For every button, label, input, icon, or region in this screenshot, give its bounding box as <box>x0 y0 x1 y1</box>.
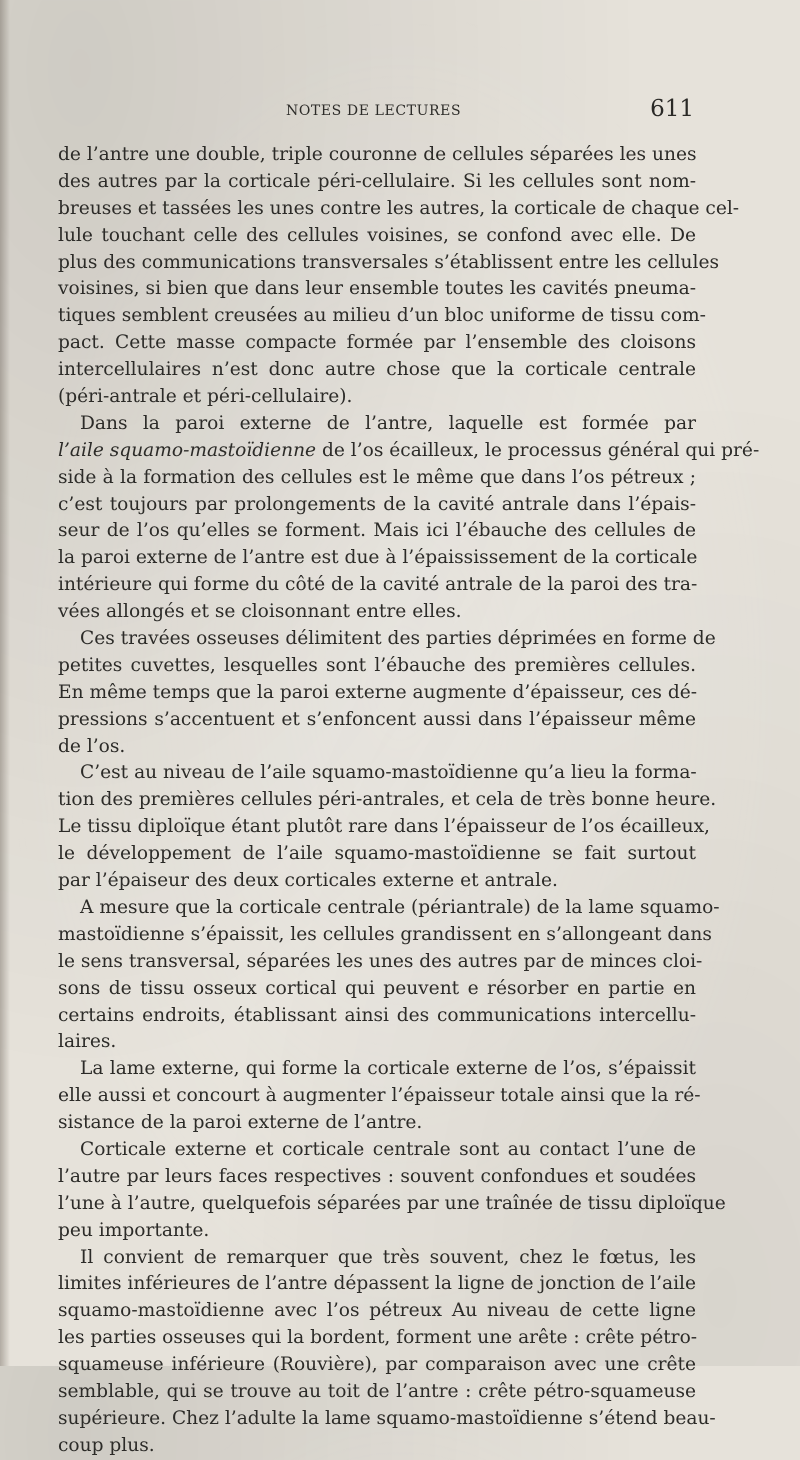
text-line: laires. <box>58 1031 117 1053</box>
text-line: limites inférieures de l’antre dépassent la ligne de jonction de l’aile <box>58 1273 696 1295</box>
text-line: A mesure que la corticale centrale (périantrale) de la lame squamo- <box>80 896 720 918</box>
page-number: 611 <box>650 96 694 122</box>
text-line: de l’antre une double, triple couronne de cellules séparées les unes <box>58 144 697 165</box>
text-line: semblable, qui se trouve au toit de l’antre : crête pétro-squameuse <box>58 1380 696 1402</box>
text-line: petites cuvettes, lesquelles sont l’ébauche des premières cellules. <box>58 654 696 676</box>
text-line: l’une à l’autre, quelquefois séparées par une traînée de tissu diploïque <box>58 1192 726 1214</box>
text-line: Le tissu diploïque étant plutôt rare dans l’épaisseur de l’os écailleux, <box>58 816 710 838</box>
text-line: sons de tissu osseux cortical qui peuvent e résorber en partie en <box>58 977 696 999</box>
text-line: La lame externe, qui forme la corticale externe de l’os, s’épaissit <box>80 1058 696 1080</box>
text-line: Corticale externe et corticale centrale sont au contact l’une de <box>80 1138 696 1160</box>
text-line: coup plus. <box>58 1434 155 1456</box>
text-line: C’est au niveau de l’aile squamo-mastoïdienne qu’a lieu la forma- <box>80 762 697 784</box>
text-line: par l’épaiseur des deux corticales externe et antrale. <box>58 870 558 892</box>
text-line: mastoïdienne s’épaissit, les cellules grandissent en s’allongeant dans <box>58 923 712 945</box>
text-line: certains endroits, établissant ainsi des communications intercellu- <box>58 1004 696 1026</box>
body-text <box>58 142 760 1460</box>
text-line: side à la formation des cellules est le même que dans l’os pétreux ; <box>58 466 696 488</box>
text-line: peu importante. <box>58 1219 210 1241</box>
text-line: tion des premières cellules péri-antrales, et cela de très bonne heure. <box>58 789 717 811</box>
text-line: sistance de la paroi externe de l’antre. <box>58 1112 423 1134</box>
text-line-with-italic <box>58 438 760 465</box>
page-header <box>58 96 694 130</box>
text-line: les parties osseuses qui la bordent, forment une arête : crête pétro- <box>58 1327 698 1349</box>
text-line: le sens transversal, séparées les unes des autres par de minces cloi- <box>58 950 703 972</box>
text-line: tiques semblent creusées au milieu d’un bloc uniforme de tissu com- <box>58 305 706 327</box>
text-line: vées allongés et se cloisonnant entre elles. <box>58 601 462 623</box>
text-line: plus des communications transversales s’établissent entre les cellules <box>58 251 720 273</box>
text-line: la paroi externe de l’antre est due à l’épaississement de la corticale <box>58 547 698 569</box>
text-line: pressions s’accentuent et s’enfoncent aussi dans l’épaisseur même <box>58 708 696 730</box>
text-line: supérieure. Chez l’adulte la lame squamo-mastoïdienne s’étend beau- <box>58 1407 716 1429</box>
italic-term: l’aile squamo-mastoïdienne <box>58 439 317 461</box>
text-line: des autres par la corticale péri-cellulaire. Si les cellules sont nom- <box>58 170 696 192</box>
text-line: breuses et tassées les unes contre les autres, la corticale de chaque cel- <box>58 197 740 219</box>
text-line: seur de l’os qu’elles se forment. Mais ici l’ébauche des cellules de <box>58 520 696 542</box>
text-line: squamo-mastoïdienne avec l’os pétreux Au niveau de cette ligne <box>58 1300 696 1322</box>
page-edge-shadow <box>0 0 10 1366</box>
text-line: squameuse inférieure (Rouvière), par comparaison avec une crête <box>58 1354 696 1376</box>
text-line: Dans la paroi externe de l’antre, laquelle est formée par <box>80 412 696 434</box>
text-line: Ces travées osseuses délimitent des parties déprimées en forme de <box>80 628 716 650</box>
text-line: intérieure qui forme du côté de la cavité antrale de la paroi des tra- <box>58 574 698 596</box>
text-line: de l’os. <box>58 735 126 757</box>
text-line: lule touchant celle des cellules voisines, se confond avec elle. De <box>58 224 696 246</box>
text-span: de l’os écailleux, le processus général qui pré- <box>321 439 760 461</box>
text-line: voisines, si bien que dans leur ensemble toutes les cavités pneuma- <box>58 278 696 300</box>
text-line: En même temps que la paroi externe augmente d’épaisseur, ces dé- <box>58 681 698 703</box>
text-line: l’autre par leurs faces respectives : souvent confondues et soudées <box>58 1165 696 1187</box>
running-head: NOTES DE LECTURES <box>286 103 462 119</box>
text-line: intercellulaires n’est donc autre chose que la corticale centrale <box>58 359 696 381</box>
text-line: le développement de l’aile squamo-mastoïdienne se fait surtout <box>58 843 696 865</box>
text-line: Il convient de remarquer que très souvent, chez le fœtus, les <box>80 1246 696 1268</box>
text-line: pact. Cette masse compacte formée par l’ensemble des cloisons <box>58 332 696 354</box>
text-line: c’est toujours par prolongements de la cavité antrale dans l’épais- <box>58 493 696 515</box>
text-line: (péri-antrale et péri-cellulaire). <box>58 386 353 408</box>
text-line: elle aussi et concourt à augmenter l’épaisseur totale ainsi que la ré- <box>58 1085 701 1107</box>
